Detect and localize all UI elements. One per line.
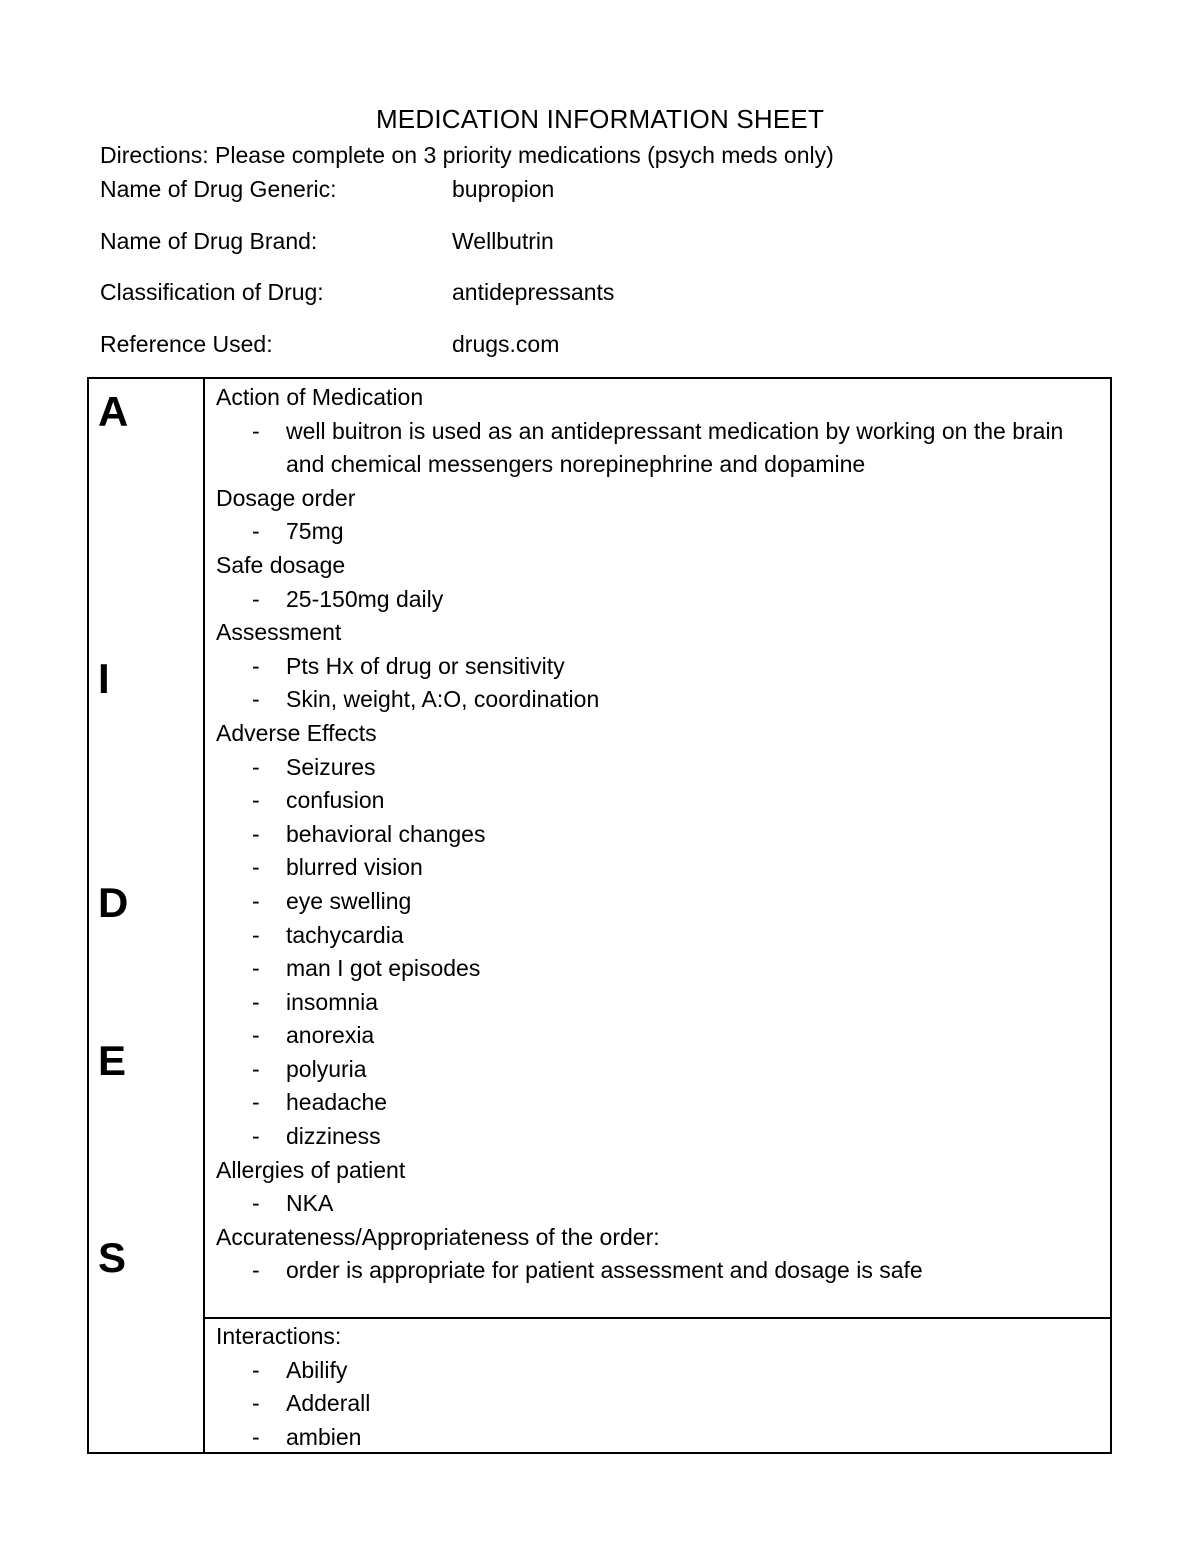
generic-name-label: Name of Drug Generic: — [100, 176, 337, 202]
accurateness-heading: Accurateness/Appropriateness of the order: — [216, 1223, 660, 1250]
interactions-heading: Interactions: — [216, 1323, 342, 1349]
aides-letter-i: I — [98, 655, 110, 702]
list-item: - insomnia — [252, 988, 379, 1015]
list-item: - 25-150mg daily — [252, 585, 444, 612]
page-title: MEDICATION INFORMATION SHEET — [375, 104, 825, 134]
aides-content — [216, 381, 1106, 1288]
list-item: - Skin, weight, A:O, coordination — [252, 686, 600, 713]
list-item: - behavioral changes — [252, 820, 486, 847]
row-divider — [203, 1317, 1112, 1319]
generic-name-value: bupropion — [452, 176, 555, 202]
reference-label: Reference Used: — [100, 331, 273, 357]
safe-dosage-heading: Safe dosage — [216, 551, 346, 578]
list-item: - eye swelling — [252, 887, 412, 914]
dosage-heading: Dosage order — [216, 484, 356, 511]
list-item: - Pts Hx of drug or sensitivity — [252, 652, 565, 679]
column-divider — [203, 377, 205, 1454]
list-item: - man I got episodes — [252, 955, 481, 982]
reference-value: drugs.com — [452, 331, 560, 357]
brand-name-label: Name of Drug Brand: — [100, 228, 318, 254]
action-heading: Action of Medication — [216, 384, 424, 410]
list-item: - blurred vision — [252, 854, 423, 881]
list-item: - dizziness — [252, 1123, 381, 1150]
brand-name-value: Wellbutrin — [452, 228, 554, 254]
allergies-heading: Allergies of patient — [216, 1156, 406, 1183]
aides-letter-s: S — [98, 1234, 127, 1281]
classification-value: antidepressants — [452, 279, 615, 305]
list-item: - well buitron is used as an antidepressant medication by working on the brain and chemical messengers norepinephrine and dopamine — [252, 417, 1064, 478]
classification-label: Classification of Drug: — [100, 279, 324, 305]
list-item: - polyuria — [252, 1055, 367, 1082]
interactions-content — [216, 1320, 1106, 1454]
list-item: - ambien — [252, 1423, 362, 1450]
list-item: - anorexia — [252, 1022, 375, 1049]
aides-letter-d: D — [98, 879, 129, 926]
list-item: - tachycardia — [252, 921, 404, 948]
directions: Directions: Please complete on 3 priority medications (psych meds only) — [100, 142, 834, 168]
list-item: - order is appropriate for patient assessment and dosage is safe — [252, 1257, 923, 1284]
list-item: - Adderall — [252, 1390, 371, 1417]
list-item: - Abilify — [252, 1356, 348, 1383]
list-item: - Seizures — [252, 753, 376, 780]
aides-letter-e: E — [98, 1037, 127, 1084]
assessment-heading: Assessment — [216, 619, 342, 646]
list-item: - headache — [252, 1089, 388, 1116]
list-item: - NKA — [252, 1190, 334, 1217]
aides-letter-a: A — [98, 388, 129, 435]
adverse-effects-heading: Adverse Effects — [216, 719, 377, 746]
list-item: - confusion — [252, 787, 385, 814]
list-item: - 75mg — [252, 518, 344, 545]
